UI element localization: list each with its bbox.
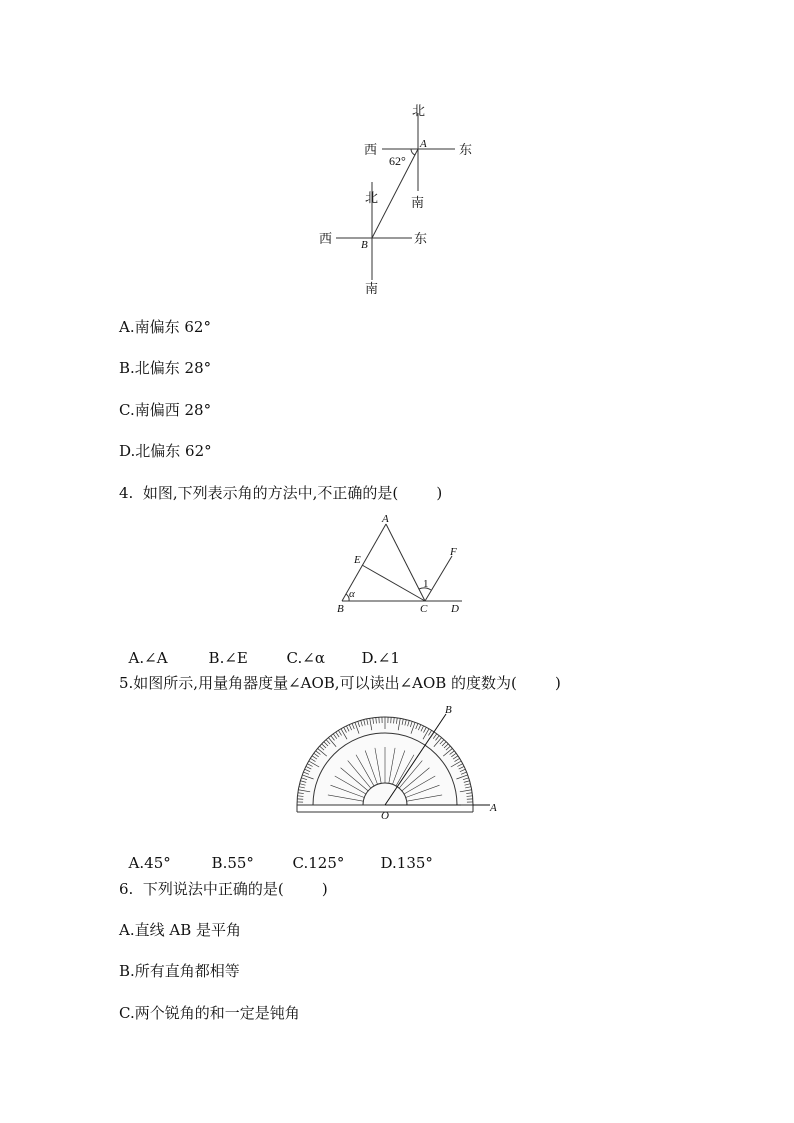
- q5-stem: 5.如图所示,用量角器度量∠AOB,可以读出∠AOB 的度数为( ): [119, 674, 561, 692]
- q5-option-b: B.55°: [211, 854, 254, 872]
- angle-figure: [330, 512, 470, 617]
- q5-options: [119, 836, 433, 872]
- q4-option-c: C.∠α: [286, 649, 325, 667]
- south-label-a: 南: [411, 195, 425, 210]
- direction-figure: [310, 95, 480, 305]
- angle-label: 62°: [389, 154, 406, 168]
- point-d-label: D: [451, 603, 459, 615]
- protractor-figure: [290, 700, 505, 820]
- q6-option-a: A.直线 AB 是平角: [119, 921, 241, 939]
- point-b-label-q4: B: [337, 603, 344, 615]
- q5-option-d: D.135°: [380, 854, 433, 872]
- q3-option-d: D.北偏东 62°: [119, 442, 212, 460]
- alpha-label: α: [349, 588, 355, 600]
- point-a-label-q4: A: [382, 513, 389, 525]
- q4-option-b: B.∠E: [208, 649, 248, 667]
- east-label-a: 东: [459, 142, 473, 157]
- q6-option-c: C.两个锐角的和一定是钝角: [119, 1004, 300, 1022]
- point-c-label: C: [420, 603, 428, 615]
- q5-option-c: C.125°: [292, 854, 345, 872]
- q6-option-b: B.所有直角都相等: [119, 962, 240, 980]
- ray-b-label: B: [445, 704, 452, 716]
- west-label-b: 西: [319, 231, 333, 246]
- east-label-b: 东: [414, 231, 428, 246]
- q4-options: [119, 631, 400, 667]
- q4-stem: 4. 如图,下列表示角的方法中,不正确的是( ): [119, 484, 443, 502]
- point-a-label: A: [420, 138, 427, 150]
- q3-option-a: A.南偏东 62°: [119, 318, 211, 336]
- q5-option-a: A.45°: [128, 854, 171, 872]
- ray-a-label: A: [490, 802, 497, 814]
- west-label-a: 西: [364, 142, 378, 157]
- vertex-o-label: O: [381, 810, 389, 820]
- point-f-label: F: [450, 546, 457, 558]
- q3-option-c: C.南偏西 28°: [119, 401, 212, 419]
- q3-option-b: B.北偏东 28°: [119, 359, 212, 377]
- point-e-label: E: [354, 554, 361, 566]
- north-label-a: 北: [412, 103, 426, 118]
- angle-one-label: 1: [423, 578, 429, 590]
- north-label-b: 北: [365, 190, 379, 205]
- q4-option-d: D.∠1: [361, 649, 400, 667]
- q4-option-a: A.∠A: [128, 649, 168, 667]
- q6-stem: 6. 下列说法中正确的是( ): [119, 880, 328, 898]
- south-label-b: 南: [365, 281, 379, 296]
- point-b-label: B: [361, 239, 368, 251]
